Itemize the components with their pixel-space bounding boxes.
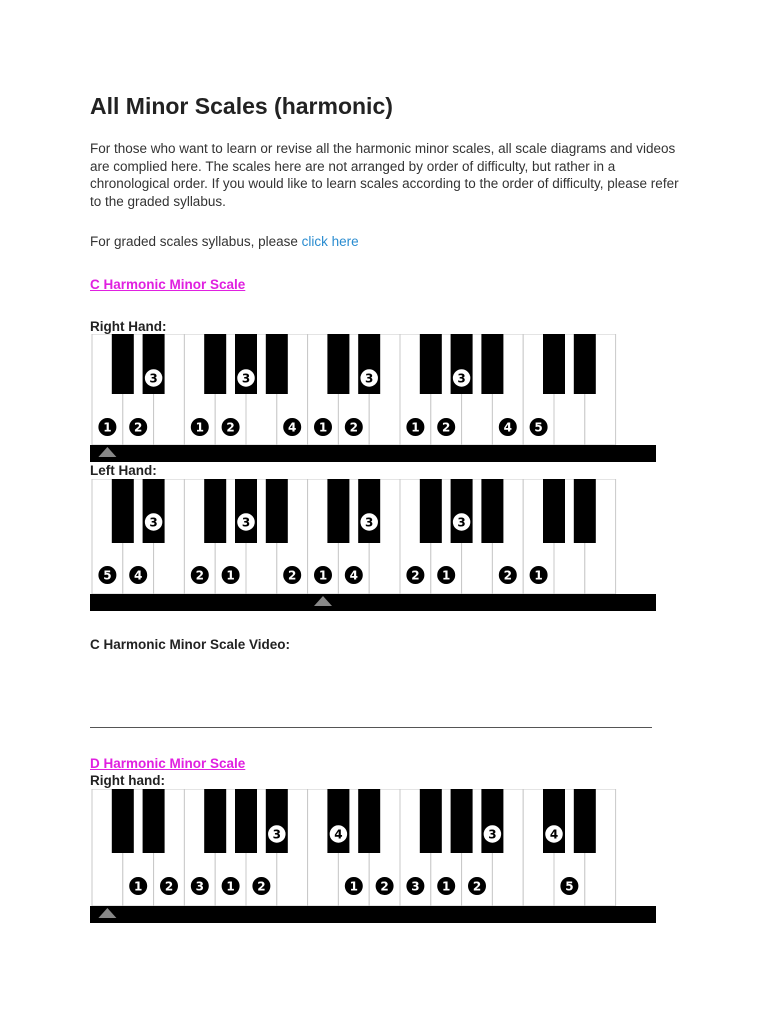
finger-number bbox=[452, 513, 471, 532]
svg-text:1: 1 bbox=[534, 568, 543, 583]
black-key bbox=[574, 479, 596, 543]
black-key bbox=[420, 789, 442, 853]
svg-text:3: 3 bbox=[488, 827, 497, 842]
finger-number bbox=[406, 418, 425, 437]
d-minor-right-hand-label: Right hand: bbox=[90, 773, 165, 788]
svg-text:3: 3 bbox=[457, 515, 466, 530]
finger-number bbox=[190, 877, 209, 896]
black-key bbox=[358, 789, 380, 853]
c-minor-left-hand-label: Left Hand: bbox=[90, 463, 157, 478]
finger-number bbox=[498, 418, 517, 437]
svg-text:4: 4 bbox=[549, 827, 559, 842]
finger-number bbox=[560, 877, 579, 896]
finger-number bbox=[360, 513, 379, 532]
keyboard-base-bar bbox=[90, 445, 656, 462]
svg-text:1: 1 bbox=[442, 879, 451, 894]
page-title: All Minor Scales (harmonic) bbox=[90, 93, 393, 119]
finger-number bbox=[160, 877, 179, 896]
keyboard-base-bar bbox=[90, 906, 656, 923]
c-minor-right-hand-label: Right Hand: bbox=[90, 319, 167, 334]
svg-text:1: 1 bbox=[226, 879, 235, 894]
finger-number bbox=[529, 418, 548, 437]
finger-number bbox=[360, 369, 379, 388]
black-key bbox=[420, 334, 442, 394]
svg-text:3: 3 bbox=[241, 515, 251, 530]
finger-number bbox=[98, 566, 117, 585]
finger-number bbox=[221, 877, 240, 896]
svg-text:3: 3 bbox=[411, 879, 420, 894]
black-key bbox=[204, 479, 226, 543]
svg-text:3: 3 bbox=[272, 827, 281, 842]
svg-text:3: 3 bbox=[149, 515, 158, 530]
finger-number bbox=[314, 418, 333, 437]
svg-text:2: 2 bbox=[195, 568, 204, 583]
finger-number bbox=[129, 418, 148, 437]
svg-text:2: 2 bbox=[288, 568, 297, 583]
finger-number bbox=[252, 877, 271, 896]
finger-number bbox=[344, 566, 363, 585]
finger-number bbox=[344, 418, 363, 437]
finger-number bbox=[437, 566, 456, 585]
svg-text:1: 1 bbox=[318, 420, 328, 435]
svg-text:3: 3 bbox=[457, 371, 466, 386]
black-key bbox=[112, 479, 134, 543]
svg-text:2: 2 bbox=[134, 420, 143, 435]
svg-text:2: 2 bbox=[349, 420, 358, 435]
svg-text:2: 2 bbox=[226, 420, 235, 435]
black-key bbox=[235, 479, 257, 543]
black-key bbox=[143, 789, 165, 853]
black-key bbox=[481, 334, 503, 394]
black-key bbox=[204, 789, 226, 853]
svg-text:3: 3 bbox=[149, 371, 158, 386]
finger-number bbox=[498, 566, 517, 585]
svg-text:2: 2 bbox=[472, 879, 482, 894]
svg-text:1: 1 bbox=[349, 879, 358, 894]
svg-text:2: 2 bbox=[257, 879, 266, 894]
black-key bbox=[327, 479, 349, 543]
black-key bbox=[451, 789, 473, 853]
black-key bbox=[574, 334, 596, 394]
svg-text:3: 3 bbox=[365, 515, 374, 530]
finger-number bbox=[267, 825, 286, 844]
finger-number bbox=[375, 877, 394, 896]
black-key bbox=[143, 479, 165, 543]
syllabus-prefix: For graded scales syllabus, please bbox=[90, 234, 302, 249]
finger-number bbox=[190, 566, 209, 585]
svg-text:3: 3 bbox=[365, 371, 374, 386]
svg-text:4: 4 bbox=[134, 568, 143, 583]
c-minor-video-label: C Harmonic Minor Scale Video: bbox=[90, 637, 291, 652]
black-key bbox=[358, 479, 380, 543]
finger-number bbox=[483, 825, 502, 844]
svg-text:2: 2 bbox=[380, 879, 389, 894]
c-minor-right-hand-keyboard bbox=[90, 334, 656, 462]
svg-text:1: 1 bbox=[195, 420, 204, 435]
finger-number bbox=[329, 825, 348, 844]
black-key bbox=[451, 479, 473, 543]
finger-number bbox=[144, 369, 163, 388]
finger-number bbox=[437, 877, 456, 896]
svg-text:5: 5 bbox=[565, 879, 574, 894]
finger-number bbox=[468, 877, 487, 896]
finger-number bbox=[98, 418, 117, 437]
syllabus-link[interactable]: click here bbox=[301, 234, 359, 249]
intro-paragraph: For those who want to learn or revise all the harmonic minor scales, all scale diagrams and videos are complied here. The scales here are not arranged by order of difficulty, but rather in a chronological order. If you would like to learn scales according to the order of difficulty, please refer to the graded syllabus. bbox=[90, 141, 679, 209]
finger-number bbox=[406, 877, 425, 896]
svg-text:1: 1 bbox=[226, 568, 235, 583]
finger-number bbox=[406, 566, 425, 585]
svg-text:2: 2 bbox=[503, 568, 512, 583]
svg-text:4: 4 bbox=[288, 420, 297, 435]
finger-number bbox=[283, 418, 302, 437]
finger-number bbox=[314, 566, 333, 585]
svg-text:4: 4 bbox=[349, 568, 358, 583]
c-minor-left-hand-keyboard bbox=[90, 479, 656, 611]
finger-number bbox=[237, 513, 256, 532]
finger-number bbox=[452, 369, 471, 388]
black-key bbox=[204, 334, 226, 394]
c-minor-heading-link[interactable]: C Harmonic Minor Scale bbox=[90, 277, 246, 292]
svg-text:4: 4 bbox=[334, 827, 343, 842]
keyboard-base-bar bbox=[90, 594, 656, 611]
black-key bbox=[420, 479, 442, 543]
d-minor-right-hand-keyboard bbox=[90, 789, 656, 923]
black-key bbox=[543, 479, 565, 543]
finger-number bbox=[529, 566, 548, 585]
svg-text:5: 5 bbox=[534, 420, 543, 435]
finger-number bbox=[221, 566, 240, 585]
syllabus-line bbox=[90, 234, 359, 249]
black-key bbox=[327, 334, 349, 394]
d-minor-heading-link[interactable]: D Harmonic Minor Scale bbox=[90, 756, 246, 771]
black-key bbox=[543, 334, 565, 394]
section-divider bbox=[90, 727, 652, 728]
svg-text:1: 1 bbox=[411, 420, 420, 435]
svg-text:4: 4 bbox=[503, 420, 512, 435]
svg-text:1: 1 bbox=[318, 568, 328, 583]
finger-number bbox=[437, 418, 456, 437]
svg-text:5: 5 bbox=[103, 568, 112, 583]
finger-number bbox=[344, 877, 363, 896]
svg-text:2: 2 bbox=[164, 879, 174, 894]
finger-number bbox=[221, 418, 240, 437]
finger-number bbox=[129, 566, 148, 585]
svg-text:2: 2 bbox=[442, 420, 451, 435]
svg-text:1: 1 bbox=[103, 420, 112, 435]
black-key bbox=[112, 789, 134, 853]
black-key bbox=[266, 479, 288, 543]
svg-text:3: 3 bbox=[241, 371, 251, 386]
finger-number bbox=[144, 513, 163, 532]
black-key bbox=[235, 789, 257, 853]
finger-number bbox=[190, 418, 209, 437]
finger-number bbox=[283, 566, 302, 585]
finger-number bbox=[129, 877, 148, 896]
svg-text:3: 3 bbox=[195, 879, 204, 894]
black-key bbox=[266, 334, 288, 394]
black-key bbox=[574, 789, 596, 853]
svg-text:2: 2 bbox=[411, 568, 420, 583]
svg-text:1: 1 bbox=[442, 568, 451, 583]
black-key bbox=[112, 334, 134, 394]
svg-text:1: 1 bbox=[134, 879, 143, 894]
black-key bbox=[481, 479, 503, 543]
finger-number bbox=[237, 369, 256, 388]
finger-number bbox=[545, 825, 564, 844]
